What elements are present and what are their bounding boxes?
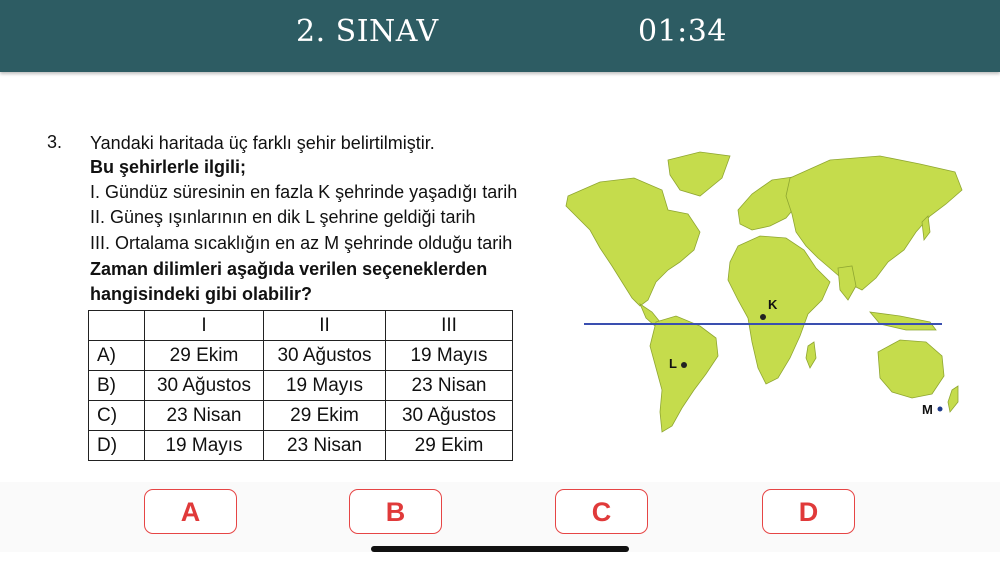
city-l-label: L (669, 356, 677, 371)
new-zealand-shape (948, 386, 958, 412)
australia-shape (878, 340, 944, 398)
table-cell: A) (89, 341, 145, 371)
table-header-cell: III (386, 311, 513, 341)
question-line-2: Bu şehirlerle ilgili; (90, 157, 247, 177)
city-k-marker (760, 314, 766, 320)
city-m-label: M (922, 402, 933, 417)
answer-button-d[interactable]: D (762, 489, 855, 534)
answer-button-a[interactable]: A (144, 489, 237, 534)
table-header-cell: II (264, 311, 386, 341)
table-header-cell: I (145, 311, 264, 341)
answer-button-b[interactable]: B (349, 489, 442, 534)
south-america-shape (650, 316, 718, 432)
table-row (89, 341, 513, 371)
table-cell: 19 Mayıs (386, 341, 513, 371)
africa-shape (728, 236, 830, 384)
indonesia-shape (870, 312, 936, 330)
table-cell: 19 Mayıs (145, 431, 264, 461)
table-header-row (89, 311, 513, 341)
exam-title: 2. SINAV (296, 14, 439, 49)
city-l-marker (681, 362, 687, 368)
table-cell: 23 Nisan (386, 371, 513, 401)
table-cell: 30 Ağustos (145, 371, 264, 401)
table-cell: 29 Ekim (145, 341, 264, 371)
north-america-shape (566, 178, 700, 306)
question-line-6: Zaman dilimleri aşağıda verilen seçeneklerden (90, 259, 488, 279)
options-table (88, 310, 513, 461)
city-k-label: K (768, 297, 778, 312)
question-line-5: III. Ortalama sıcaklığın en az M şehrinde olduğu tarih (90, 233, 513, 253)
table-cell: 29 Ekim (386, 431, 513, 461)
table-row (89, 371, 513, 401)
table-cell: 23 Nisan (145, 401, 264, 431)
table-header-cell (89, 311, 145, 341)
question-line-4: II. Güneş ışınlarının en dik L şehrine geldiği tarih (90, 207, 476, 227)
table-row (89, 431, 513, 461)
home-indicator[interactable] (371, 546, 629, 552)
table-cell: 30 Ağustos (264, 341, 386, 371)
question-line-7: hangisindeki gibi olabilir? (90, 284, 313, 304)
table-cell: 19 Mayıs (264, 371, 386, 401)
city-m-marker (938, 407, 943, 412)
india-shape (838, 266, 856, 300)
table-cell: D) (89, 431, 145, 461)
madagascar-shape (806, 342, 816, 368)
answer-button-c[interactable]: C (555, 489, 648, 534)
question-number: 3. (47, 132, 63, 152)
table-cell: 29 Ekim (264, 401, 386, 431)
greenland-shape (668, 152, 730, 196)
table-cell: C) (89, 401, 145, 431)
countdown-timer: 01:34 (638, 14, 727, 49)
question-line-1: Yandaki haritada üç farklı şehir belirtilmiştir. (90, 133, 435, 153)
question-line-3: I. Gündüz süresinin en fazla K şehrinde yaşadığı tarih (90, 182, 518, 202)
table-cell: B) (89, 371, 145, 401)
exam-header (0, 0, 1000, 72)
table-cell: 23 Nisan (264, 431, 386, 461)
table-row (89, 401, 513, 431)
world-map (555, 140, 975, 440)
table-cell: 30 Ağustos (386, 401, 513, 431)
